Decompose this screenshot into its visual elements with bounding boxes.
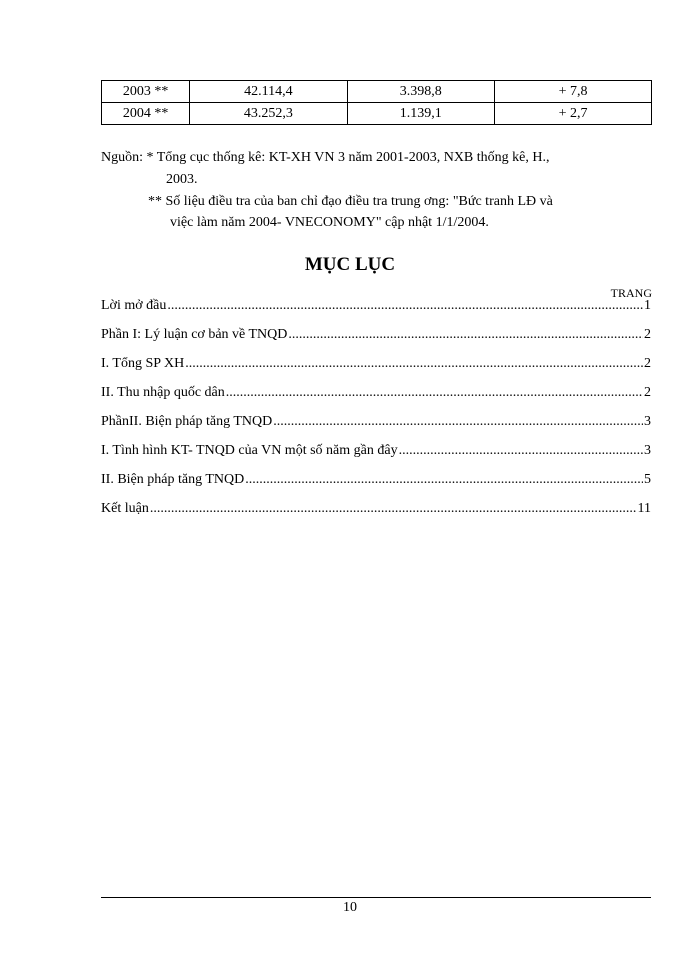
page-number: 10 <box>343 900 357 915</box>
table-cell: 42.114,4 <box>190 81 347 103</box>
toc-item-label: I. Tình hình KT- TNQD của VN một số năm gần đây <box>101 443 398 458</box>
toc-leader-dots <box>288 327 643 343</box>
table-cell: 2003 ** <box>102 81 190 103</box>
toc-leader-dots <box>399 443 643 459</box>
toc-leader-dots <box>273 414 643 430</box>
toc-item-page: 2 <box>644 356 651 371</box>
table-cell: 2004 ** <box>102 103 190 125</box>
footer-divider <box>101 897 651 898</box>
toc-item[interactable] <box>101 298 651 314</box>
toc-leader-dots <box>226 385 643 401</box>
data-table <box>101 80 652 125</box>
table-cell: + 2,7 <box>495 103 652 125</box>
toc-item[interactable] <box>101 327 651 343</box>
toc-item[interactable] <box>101 385 651 401</box>
source-note-1: Nguồn: * Tổng cục thống kê: KT-XH VN 3 năm 2001-2003, NXB thống kê, H., <box>101 150 550 165</box>
toc-item[interactable] <box>101 501 651 517</box>
source-note-2-continuation: việc làm năm 2004- VNECONOMY" cập nhật 1/1/2004. <box>170 215 489 230</box>
toc-item-label: I. Tổng SP XH <box>101 356 185 371</box>
toc-item-label: Phần I: Lý luận cơ bản về TNQD <box>101 327 288 342</box>
toc-item[interactable] <box>101 414 651 430</box>
toc-item-label: Lời mở đầu <box>101 298 167 313</box>
table-cell: 43.252,3 <box>190 103 347 125</box>
table-cell: + 7,8 <box>495 81 652 103</box>
table-cell: 3.398,8 <box>347 81 494 103</box>
table-cell: 1.139,1 <box>347 103 494 125</box>
toc-item-page: 11 <box>637 501 651 516</box>
toc-item[interactable] <box>101 472 651 488</box>
toc-item-page: 5 <box>644 472 651 487</box>
source-note-2: ** Số liệu điều tra của ban chỉ đạo điều tra trung ơng: "Bức tranh LĐ và <box>148 194 553 209</box>
toc-leader-dots <box>167 298 643 314</box>
toc-item-label: II. Thu nhập quốc dân <box>101 385 225 400</box>
toc-item[interactable] <box>101 356 651 372</box>
toc-item-page: 3 <box>644 414 651 429</box>
toc-leader-dots <box>245 472 643 488</box>
toc-item-label: II. Biện pháp tăng TNQD <box>101 472 245 487</box>
toc-item-label: PhầnII. Biện pháp tăng TNQD <box>101 414 273 429</box>
source-note-1-continuation: 2003. <box>166 172 198 187</box>
toc-item-page: 3 <box>644 443 651 458</box>
toc-item-page: 2 <box>644 327 651 342</box>
toc-page-column-header: TRANG <box>610 286 652 300</box>
toc-item-page: 2 <box>644 385 651 400</box>
toc-item-label: Kết luận <box>101 501 149 516</box>
toc-item-page: 1 <box>644 298 651 313</box>
toc-leader-dots <box>150 501 637 517</box>
table-row <box>102 81 652 103</box>
table-row <box>102 103 652 125</box>
toc-leader-dots <box>185 356 643 372</box>
toc-title: MỤC LỤC <box>304 254 396 275</box>
toc-item[interactable] <box>101 443 651 459</box>
